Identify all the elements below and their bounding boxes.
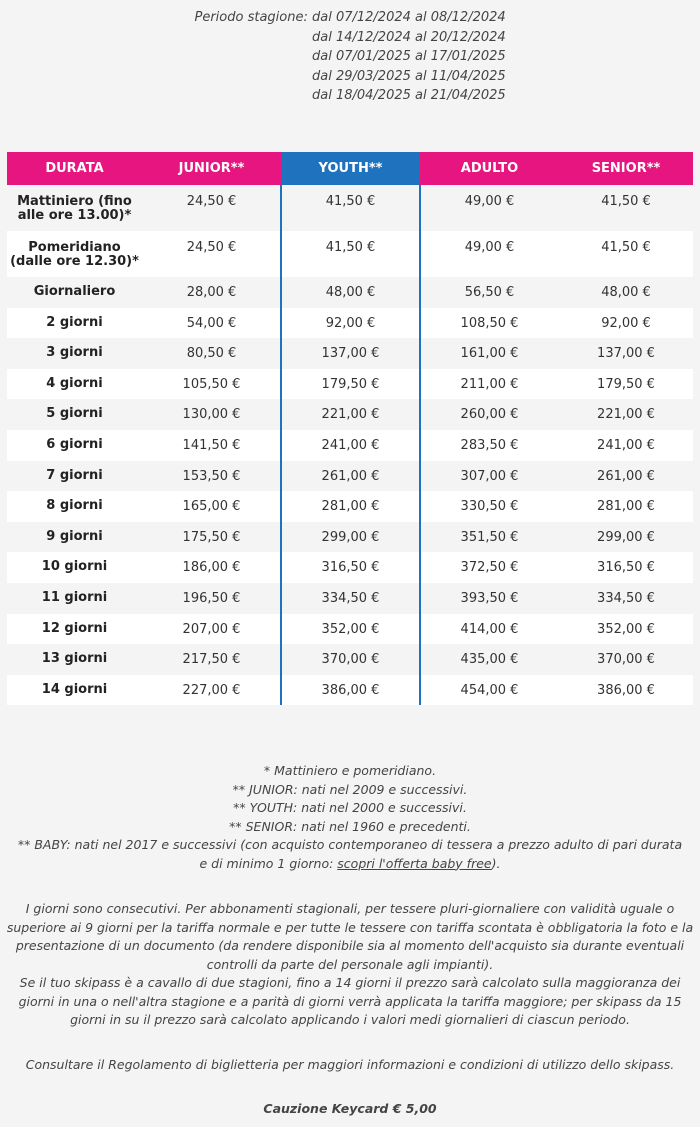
row-duration-label: 9 giorni: [46, 528, 103, 544]
price-cell: 54,00 €: [186, 315, 237, 331]
row-duration-label: Giornaliero: [33, 284, 116, 299]
price-cell: 281,00 €: [321, 499, 380, 515]
season-period-3: dal 07/01/2025 al 17/01/2025: [312, 49, 506, 65]
price-cell: 211,00 €: [460, 376, 519, 392]
price-cell: 299,00 €: [597, 529, 655, 545]
price-cell: 130,00 €: [182, 407, 241, 423]
row-duration-label: Pomeridiano (dalle ore 12.30)*: [10, 240, 139, 269]
price-cell: 41,50 €: [601, 240, 651, 255]
price-cell: 334,50 €: [321, 590, 380, 606]
price-cell: 386,00 €: [321, 682, 380, 698]
row-duration-label: 14 giorni: [41, 681, 108, 697]
footnote-baby-suffix: ).: [491, 855, 501, 871]
price-table: [7, 152, 693, 705]
price-cell: 261,00 €: [321, 468, 380, 484]
price-cell: 351,50 €: [460, 529, 519, 545]
info-regolamento: Consultare il Regolamento di biglietteria per maggiori informazioni e condizioni di utilizzo dello skipass.: [25, 1057, 675, 1072]
table-row: [7, 614, 693, 645]
price-cell: 179,50 €: [321, 376, 380, 392]
price-cell: 372,50 €: [460, 560, 519, 576]
row-duration-label: 10 giorni: [41, 559, 108, 575]
price-cell: 186,00 €: [182, 560, 241, 576]
price-cell: 393,50 €: [460, 590, 519, 606]
price-cell: 137,00 €: [597, 346, 655, 362]
table-row: [7, 522, 693, 553]
row-duration-label: 2 giorni: [46, 314, 103, 330]
price-cell: 370,00 €: [321, 652, 380, 668]
price-cell: 108,50 €: [460, 315, 519, 331]
price-cell: 24,50 €: [186, 240, 237, 255]
header-senior: SENIOR**: [559, 152, 693, 185]
table-row: [7, 369, 693, 400]
price-cell: 49,00 €: [464, 194, 515, 209]
row-duration-label: 5 giorni: [46, 406, 103, 422]
price-cell: 153,50 €: [182, 468, 241, 484]
price-table-header: [7, 152, 693, 185]
season-periods: [0, 8, 700, 106]
price-cell: 352,00 €: [597, 621, 655, 637]
season-period-2: dal 14/12/2024 al 20/12/2024: [312, 29, 506, 45]
price-cell: 196,50 €: [182, 590, 241, 606]
row-duration-label: 13 giorni: [41, 651, 108, 667]
price-cell: 141,50 €: [182, 437, 241, 453]
price-cell: 179,50 €: [597, 376, 655, 392]
price-cell: 41,50 €: [325, 194, 376, 209]
price-cell: 435,00 €: [460, 652, 519, 668]
table-row: [7, 231, 693, 277]
price-cell: 414,00 €: [460, 621, 519, 637]
price-table-body: [7, 185, 693, 705]
table-row: [7, 583, 693, 614]
season-period-1: dal 07/12/2024 al 08/12/2024: [312, 10, 506, 25]
table-row: [7, 308, 693, 339]
row-duration-label: 8 giorni: [46, 498, 103, 514]
youth-column-right-border: [419, 185, 421, 705]
table-row: [7, 430, 693, 461]
price-cell: 28,00 €: [186, 285, 237, 300]
price-cell: 316,50 €: [321, 560, 380, 576]
price-cell: 217,50 €: [182, 652, 241, 668]
price-cell: 105,50 €: [182, 376, 241, 392]
price-cell: 41,50 €: [325, 240, 376, 255]
youth-column-left-border: [280, 185, 282, 705]
price-cell: 454,00 €: [460, 682, 519, 698]
info-text-1: I giorni sono consecutivi. Per abbonamenti stagionali, per tessere pluri-giornaliere con validità uguale o superiore ai 9 giorni per la tariffa normale e per tutte le tessere con tariffa scontata è obbligatoria la foto e la presentazione di un documento (da rendere disponibile sia al momento dell'acquisto sia durante eventuali controlli da parte del personale agli impianti).: [6, 901, 694, 972]
keycard-deposit: Cauzione Keycard € 5,00: [263, 1101, 437, 1116]
header-durata: DURATA: [7, 152, 142, 185]
table-row: [7, 185, 693, 231]
price-cell: 41,50 €: [601, 194, 651, 209]
price-cell: 48,00 €: [601, 285, 651, 300]
table-row: [7, 277, 693, 308]
row-duration-label: 3 giorni: [46, 345, 103, 361]
price-cell: 92,00 €: [601, 315, 651, 331]
price-cell: 241,00 €: [321, 437, 380, 453]
price-cell: 56,50 €: [464, 285, 515, 300]
header-youth: YOUTH**: [281, 152, 420, 185]
price-cell: 281,00 €: [597, 499, 655, 515]
price-cell: 207,00 €: [182, 621, 241, 637]
header-adulto: ADULTO: [420, 152, 559, 185]
price-cell: 92,00 €: [325, 315, 376, 331]
season-label: Periodo stagione:: [194, 10, 308, 25]
price-cell: 49,00 €: [464, 240, 515, 255]
price-cell: 165,00 €: [182, 499, 241, 515]
row-duration-label: 6 giorni: [46, 436, 103, 452]
season-period-5: dal 18/04/2025 al 21/04/2025: [312, 88, 506, 104]
footnotes: [0, 762, 700, 873]
info-paragraph-1: [6, 900, 694, 1030]
table-row: [7, 461, 693, 492]
footnote-mattiniero: * Mattiniero e pomeridiano.: [263, 763, 437, 778]
row-duration-label: 12 giorni: [41, 620, 108, 636]
footnote-baby: [0, 836, 700, 873]
footnote-junior: ** JUNIOR: nati nel 2009 e successivi.: [232, 781, 468, 797]
price-cell: 221,00 €: [597, 407, 655, 423]
season-period-4: dal 29/03/2025 al 11/04/2025: [312, 68, 506, 84]
row-duration-label: 7 giorni: [46, 467, 103, 483]
price-cell: 352,00 €: [321, 621, 380, 637]
price-cell: 283,50 €: [460, 437, 519, 453]
info-text-2: Se il tuo skipass è a cavallo di due stagioni, fino a 14 giorni il prezzo sarà calcolato sulla maggioranza dei giorni in una o nell'altra stagione e a parità di giorni verrà applicata la tariffa maggiore; per skipass da 15 giorni in su il prezzo sarà calcolato applicando i valori medi giornalieri di ciascun periodo.: [18, 975, 682, 1027]
price-cell: 227,00 €: [182, 682, 241, 698]
table-row: [7, 491, 693, 522]
price-cell: 137,00 €: [321, 346, 380, 362]
price-cell: 316,50 €: [597, 560, 655, 576]
footnote-youth: ** YOUTH: nati nel 2000 e successivi.: [233, 800, 467, 815]
table-row: [7, 338, 693, 369]
price-cell: 330,50 €: [460, 499, 519, 515]
price-cell: 175,50 €: [182, 529, 241, 545]
row-duration-label: 4 giorni: [46, 375, 103, 391]
price-cell: 334,50 €: [597, 590, 655, 606]
footnote-baby-text: ** BABY: nati nel 2017 e successivi (con acquisto contemporaneo di tessera a prezzo adulto di pari durata e di minimo 1 giorno:: [17, 837, 683, 871]
row-duration-label: Mattiniero (fino alle ore 13.00)*: [17, 194, 132, 223]
footnote-senior: ** SENIOR: nati nel 1960 e precedenti.: [229, 818, 471, 834]
table-row: [7, 552, 693, 583]
price-cell: 307,00 €: [460, 468, 519, 484]
price-cell: 161,00 €: [460, 346, 519, 362]
row-duration-label: 11 giorni: [41, 589, 108, 605]
price-cell: 260,00 €: [460, 407, 519, 423]
price-cell: 80,50 €: [186, 346, 237, 362]
table-row: [7, 644, 693, 675]
baby-free-offer-link[interactable]: scopri l'offerta baby free: [337, 855, 492, 871]
price-cell: 370,00 €: [597, 652, 655, 668]
header-junior: JUNIOR**: [142, 152, 281, 185]
price-cell: 241,00 €: [597, 437, 655, 453]
price-cell: 48,00 €: [325, 285, 376, 300]
table-row: [7, 675, 693, 706]
price-cell: 261,00 €: [597, 468, 655, 484]
price-cell: 299,00 €: [321, 529, 380, 545]
price-cell: 24,50 €: [186, 194, 237, 209]
price-cell: 386,00 €: [597, 682, 655, 698]
price-cell: 221,00 €: [321, 407, 380, 423]
table-row: [7, 399, 693, 430]
